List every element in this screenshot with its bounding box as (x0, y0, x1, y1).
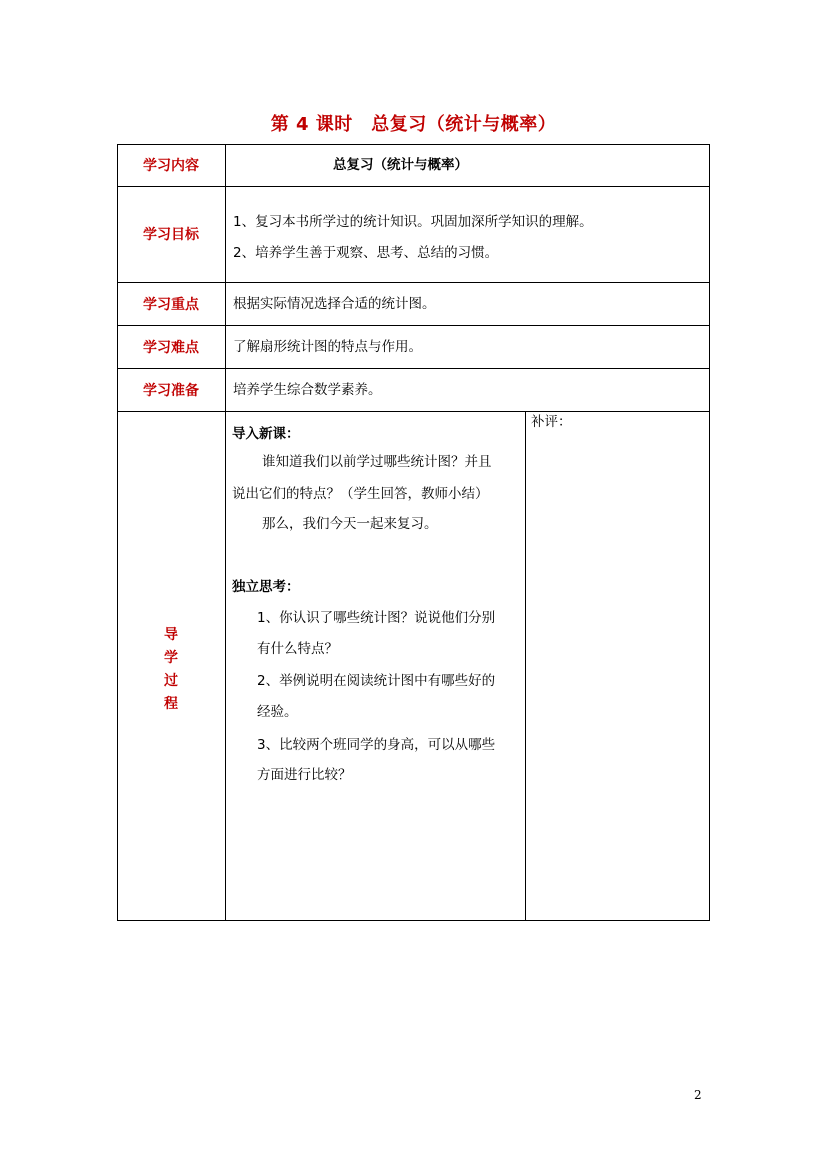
intro-line: 说出它们的特点？（学生回答，教师小结） (232, 486, 489, 502)
think-line: 2、举例说明在阅读统计图中有哪些好的 (257, 673, 496, 689)
study-content-value: 总复习（统计与概率） (333, 157, 468, 173)
intro-title: 导入新课： (232, 426, 300, 442)
page-number: 2 (694, 1088, 702, 1102)
comment-label: 补评： (531, 414, 572, 430)
study-goal-1: 1、复习本书所学过的统计知识。巩固加深所学知识的理解。 (233, 214, 593, 230)
intro-line: 那么，我们今天一起来复习。 (262, 516, 438, 532)
label-char: 程 (164, 696, 178, 712)
label-char: 导 (164, 627, 178, 643)
think-title: 独立思考： (232, 579, 300, 595)
label-study-goals: 学习目标 (143, 227, 199, 243)
think-line: 方面进行比较？ (257, 767, 352, 783)
lesson-table (117, 144, 710, 921)
think-line: 经验。 (257, 704, 298, 720)
think-line: 3、比较两个班同学的身高，可以从哪些 (257, 737, 496, 753)
label-char: 学 (164, 650, 178, 666)
key-points-value: 根据实际情况选择合适的统计图。 (233, 296, 436, 312)
difficulties-value: 了解扇形统计图的特点与作用。 (233, 339, 422, 355)
label-char: 过 (164, 673, 178, 689)
think-line: 有什么特点？ (257, 641, 338, 657)
label-key-points: 学习重点 (143, 297, 199, 313)
label-preparation: 学习准备 (143, 383, 199, 399)
study-goal-2: 2、培养学生善于观察、思考、总结的习惯。 (233, 245, 499, 261)
label-guided-process (117, 624, 225, 716)
preparation-value: 培养学生综合数学素养。 (233, 382, 382, 398)
label-difficulties: 学习难点 (143, 340, 199, 356)
page-title: 第 4 课时 总复习（统计与概率） (270, 114, 557, 135)
intro-line: 谁知道我们以前学过哪些统计图？并且 (262, 454, 492, 470)
think-line: 1、你认识了哪些统计图？说说他们分别 (257, 610, 496, 626)
label-study-content: 学习内容 (143, 158, 199, 174)
